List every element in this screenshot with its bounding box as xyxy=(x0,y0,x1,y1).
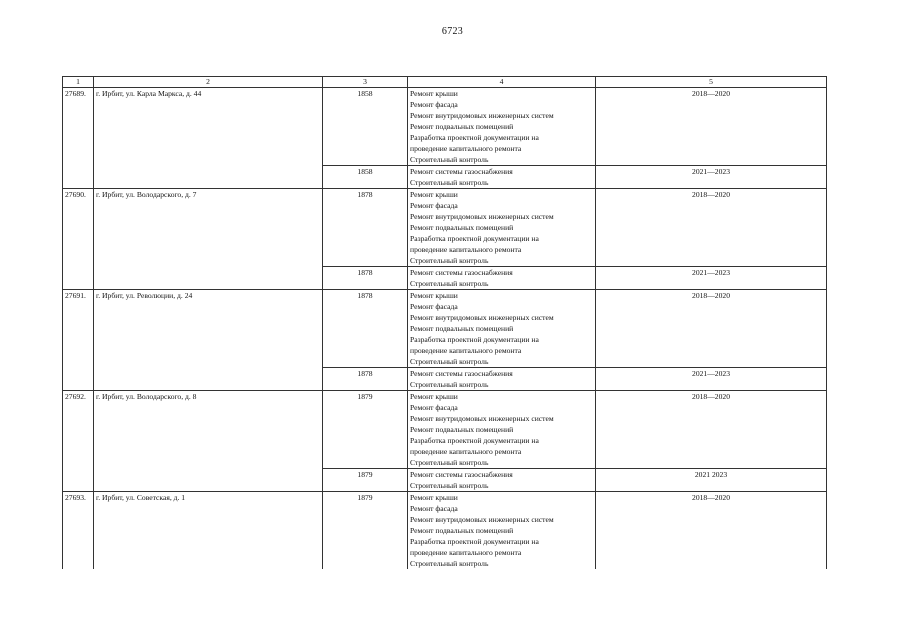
repair-work-item: Ремонт подвальных помещений xyxy=(410,223,514,232)
repair-work-item: Строительный контроль xyxy=(410,357,489,366)
row-number: 27691. xyxy=(63,290,94,391)
repair-period: 2018—2020 xyxy=(596,391,827,469)
repair-works xyxy=(408,469,596,492)
repair-period: 2021—2023 xyxy=(596,368,827,391)
row-number: 27690. xyxy=(63,189,94,290)
building-address: г. Ирбит, ул. Карла Маркса, д. 44 xyxy=(94,88,323,189)
table-header xyxy=(63,77,827,88)
repair-work-item: Строительный контроль xyxy=(410,380,489,389)
repair-work-item: Ремонт внутридомовых инженерных систем xyxy=(410,212,554,221)
construction-year: 1878 xyxy=(323,189,408,267)
repair-work-item: Ремонт подвальных помещений xyxy=(410,425,514,434)
repair-work-item: проведение капитального ремонта xyxy=(410,548,522,557)
header-col-2: 2 xyxy=(94,77,323,88)
repair-work-item: Ремонт внутридомовых инженерных систем xyxy=(410,111,554,120)
repair-work-item: Ремонт крыши xyxy=(410,493,458,502)
table-body xyxy=(63,88,827,570)
row-number: 27693. xyxy=(63,492,94,570)
header-col-5: 5 xyxy=(596,77,827,88)
repair-work-item: Ремонт подвальных помещений xyxy=(410,122,514,131)
repair-work-item: Ремонт системы газоснабжения xyxy=(410,470,513,479)
repair-works xyxy=(408,492,596,570)
repair-work-item: Ремонт системы газоснабжения xyxy=(410,268,513,277)
repair-works xyxy=(408,166,596,189)
repair-work-item: Разработка проектной документации на xyxy=(410,133,539,142)
header-col-3: 3 xyxy=(323,77,408,88)
repair-schedule-table xyxy=(62,76,827,569)
repair-works xyxy=(408,267,596,290)
repair-work-item: Разработка проектной документации на xyxy=(410,436,539,445)
building-address: г. Ирбит, ул. Володарского, д. 8 xyxy=(94,391,323,492)
repair-works xyxy=(408,391,596,469)
building-address: г. Ирбит, ул. Советская, д. 1 xyxy=(94,492,323,570)
repair-works xyxy=(408,88,596,166)
header-col-1: 1 xyxy=(63,77,94,88)
repair-work-item: проведение капитального ремонта xyxy=(410,245,522,254)
table-row xyxy=(63,492,827,570)
construction-year: 1879 xyxy=(323,391,408,469)
repair-period: 2018—2020 xyxy=(596,189,827,267)
repair-work-item: проведение капитального ремонта xyxy=(410,447,522,456)
repair-work-item: Разработка проектной документации на xyxy=(410,537,539,546)
repair-work-item: Ремонт внутридомовых инженерных систем xyxy=(410,515,554,524)
header-col-4: 4 xyxy=(408,77,596,88)
repair-work-item: Ремонт фасада xyxy=(410,302,458,311)
row-number: 27692. xyxy=(63,391,94,492)
repair-work-item: Разработка проектной документации на xyxy=(410,234,539,243)
repair-work-item: Строительный контроль xyxy=(410,481,489,490)
building-address: г. Ирбит, ул. Володарского, д. 7 xyxy=(94,189,323,290)
repair-work-item: Ремонт внутридомовых инженерных систем xyxy=(410,414,554,423)
repair-work-item: Ремонт крыши xyxy=(410,190,458,199)
table-row xyxy=(63,290,827,368)
repair-period: 2021 2023 xyxy=(596,469,827,492)
repair-period: 2021—2023 xyxy=(596,166,827,189)
repair-work-item: Ремонт крыши xyxy=(410,89,458,98)
table-row xyxy=(63,88,827,166)
repair-work-item: Ремонт фасада xyxy=(410,403,458,412)
table-row xyxy=(63,189,827,267)
repair-works xyxy=(408,189,596,267)
repair-work-item: Строительный контроль xyxy=(410,155,489,164)
repair-work-item: Ремонт подвальных помещений xyxy=(410,526,514,535)
repair-work-item: Ремонт крыши xyxy=(410,392,458,401)
construction-year: 1858 xyxy=(323,88,408,166)
repair-work-item: Строительный контроль xyxy=(410,458,489,467)
repair-period: 2018—2020 xyxy=(596,492,827,570)
repair-work-item: Строительный контроль xyxy=(410,178,489,187)
row-number: 27689. xyxy=(63,88,94,189)
header-row xyxy=(63,77,827,88)
construction-year: 1858 xyxy=(323,166,408,189)
repair-period: 2018—2020 xyxy=(596,290,827,368)
repair-work-item: Ремонт крыши xyxy=(410,291,458,300)
construction-year: 1879 xyxy=(323,492,408,570)
table-row xyxy=(63,391,827,469)
repair-period: 2021—2023 xyxy=(596,267,827,290)
repair-work-item: Ремонт внутридомовых инженерных систем xyxy=(410,313,554,322)
repair-work-item: проведение капитального ремонта xyxy=(410,346,522,355)
repair-work-item: Ремонт подвальных помещений xyxy=(410,324,514,333)
repair-period: 2018—2020 xyxy=(596,88,827,166)
repair-work-item: Ремонт фасада xyxy=(410,504,458,513)
construction-year: 1879 xyxy=(323,469,408,492)
repair-work-item: Ремонт системы газоснабжения xyxy=(410,369,513,378)
repair-work-item: Строительный контроль xyxy=(410,559,489,568)
repair-work-item: Ремонт фасада xyxy=(410,201,458,210)
repair-work-item: Строительный контроль xyxy=(410,279,489,288)
construction-year: 1878 xyxy=(323,290,408,368)
repair-work-item: Строительный контроль xyxy=(410,256,489,265)
building-address: г. Ирбит, ул. Революции, д. 24 xyxy=(94,290,323,391)
repair-work-item: Ремонт системы газоснабжения xyxy=(410,167,513,176)
construction-year: 1878 xyxy=(323,267,408,290)
construction-year: 1878 xyxy=(323,368,408,391)
repair-work-item: Разработка проектной документации на xyxy=(410,335,539,344)
repair-work-item: Ремонт фасада xyxy=(410,100,458,109)
page-number: 6723 xyxy=(441,26,464,37)
repair-work-item: проведение капитального ремонта xyxy=(410,144,522,153)
repair-works xyxy=(408,290,596,368)
repair-works xyxy=(408,368,596,391)
